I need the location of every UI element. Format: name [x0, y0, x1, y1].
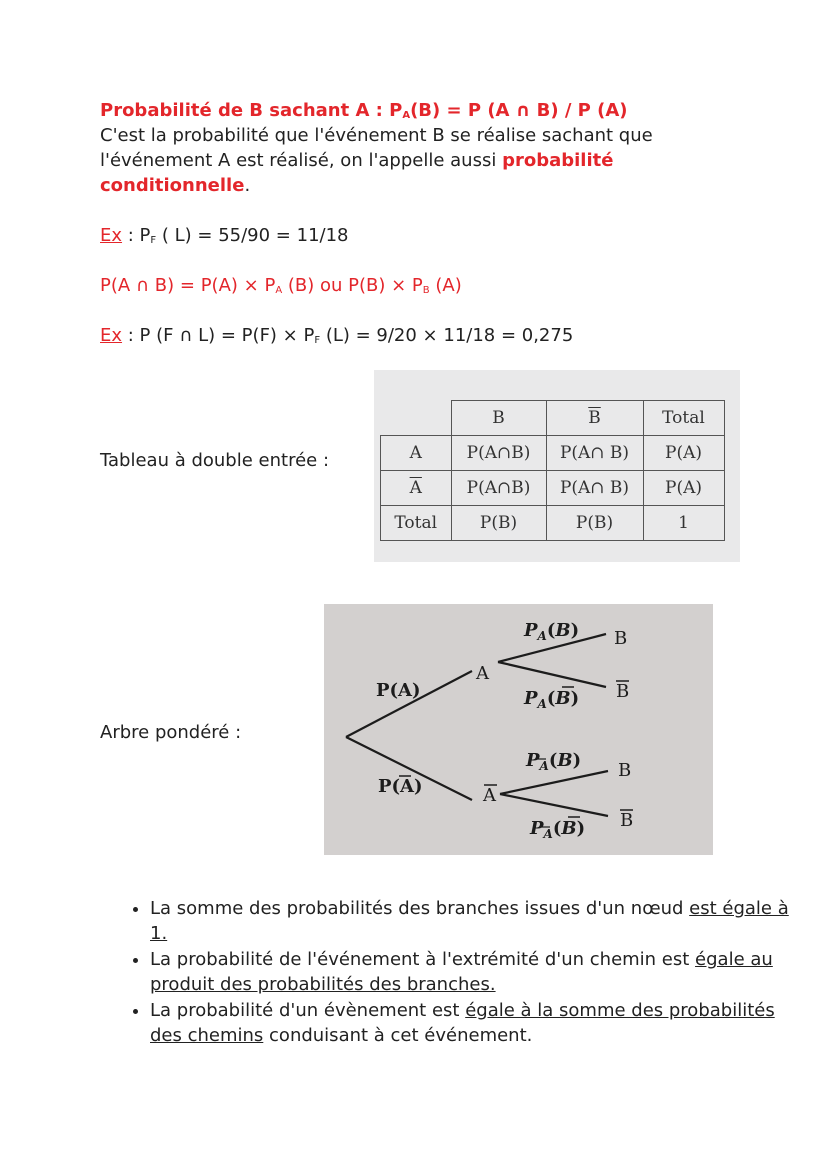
node-abar: A — [483, 785, 496, 806]
header-b: B — [451, 401, 546, 436]
example-2: Ex : P (F ∩ $L) = P(F) \times P_F$ (L) = 9/20 × 11/18 = 0,275 — [100, 325, 574, 346]
product-formula: P(A ∩ $B) = P(A) \times P_A$ (B) ou $P(B) \times P_B$ (A) — [100, 275, 462, 296]
header-total: Total — [643, 401, 724, 436]
header-b-bar: $\overline{B}$ — [546, 401, 643, 436]
leaf-bbar-1: B — [616, 681, 630, 702]
definition-line-3: conditionnelle. — [100, 175, 251, 196]
branch-abar-bbar — [500, 794, 608, 816]
tree-label: Arbre pondéré : — [100, 722, 242, 743]
list-item: • La probabilité de l'événement à l'extrémité d'un chemin est égale au produit des probabilités des branches. — [150, 947, 790, 997]
prob-a: P(A) — [376, 680, 421, 701]
list-item: • La somme des probabilités des branches issues d'un nœud est égale à 1. — [150, 896, 790, 946]
leaf-b-2: B — [618, 760, 632, 781]
cell-a-inter-bbar: P(A∩ B) — [546, 436, 643, 471]
prob-b-given-a: $P_A(B)$ — [524, 620, 580, 643]
branch-abar-b — [500, 771, 608, 794]
table-row: $\overline{A}$ P(A∩B) P(A∩ B) P(A) — [381, 471, 725, 506]
prob-bbar-given-abar: $P_A(B)$ — [530, 818, 586, 841]
table-row: A P(A∩B) P(A∩ B) P(A) — [381, 436, 725, 471]
prob-bbar-given-a: $P_A(B)$ — [524, 688, 580, 711]
branch-a-bbar — [498, 662, 606, 687]
double-entry-table-image — [374, 370, 740, 562]
rules-list — [100, 896, 790, 1049]
weighted-tree — [324, 604, 713, 855]
definition-line-2: l'événement A est réalisé, on l'appelle aussi probabilité — [100, 150, 614, 171]
table-label: Tableau à double entrée : — [100, 450, 330, 471]
leaf-b-1: B — [614, 628, 628, 649]
definition-line-1: C'est la probabilité que l'événement B se réalise sachant que — [100, 125, 653, 146]
list-item: • La probabilité d'un évènement est égale à la somme des probabilités des chemins conduisant à cet événement. — [150, 998, 790, 1048]
table-header-row — [381, 401, 725, 436]
prob-b-given-abar: $P_A(B)$ — [526, 750, 582, 773]
table-row: Total P(B) P(B) 1 — [381, 506, 725, 541]
node-a: A — [476, 663, 489, 684]
leaf-bbar-2: B — [620, 810, 634, 831]
example-1: Ex : $P_F$ ( L) = 55/90 = 11/18 — [100, 225, 349, 246]
double-entry-table — [380, 400, 725, 541]
prob-abar: P(A) — [378, 776, 423, 797]
definition-title: Probabilité de B sachant A : $P_A(B) = P$ (A ∩ B) / P (A) — [100, 100, 628, 121]
weighted-tree-image — [324, 604, 713, 855]
